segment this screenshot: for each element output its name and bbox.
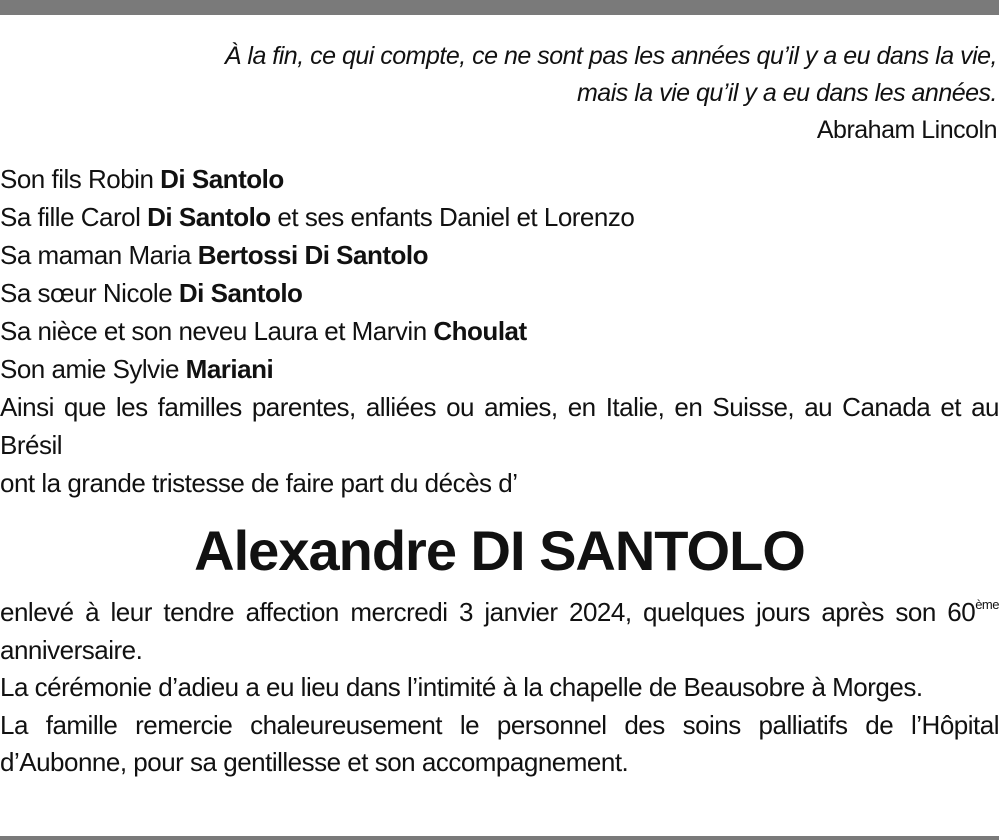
relatives-line: Ainsi que les familles parentes, alliées ou amies, en Italie, en Suisse, au Canada et au Brésil	[0, 392, 999, 460]
family-surname: Mariani	[185, 354, 274, 384]
quote-line-2: mais la vie qu’il y a eu dans les années.	[576, 79, 997, 107]
family-member: Sa sœur Nicole Di Santolo	[0, 278, 303, 308]
top-divider	[0, 0, 999, 15]
family-member: Sa maman Maria Bertossi Di Santolo	[0, 240, 429, 270]
details-section	[0, 594, 999, 782]
family-surname: Di Santolo	[178, 278, 303, 308]
family-member: Sa fille Carol Di Santolo et ses enfants Daniel et Lorenzo	[0, 202, 635, 232]
family-member: Sa nièce et son neveu Laura et Marvin Choulat	[0, 316, 527, 346]
family-surname: Di Santolo	[160, 164, 284, 194]
family-surname: Di Santolo	[147, 202, 271, 232]
passing-paragraph: enlevé à leur tendre affection mercredi 3 janvier 2024, quelques jours après son 60ème anniversaire.	[0, 597, 999, 665]
family-surname: Bertossi Di Santolo	[197, 240, 429, 270]
ceremony-paragraph: La cérémonie d’adieu a eu lieu dans l’intimité à la chapelle de Beausobre à Morges.	[0, 672, 923, 702]
epigraph-quote	[7, 38, 997, 149]
thanks-paragraph: La famille remercie chaleureusement le personnel des soins palliatifs de l’Hôpital d’Aubonne, pour sa gentillesse et son accompagnement.	[0, 709, 999, 777]
bottom-divider	[0, 836, 999, 840]
family-member: Son fils Robin Di Santolo	[0, 164, 284, 194]
quote-author: Abraham Lincoln	[816, 116, 997, 144]
family-list	[0, 160, 999, 502]
announcement-line: ont la grande tristesse de faire part du décès d’	[0, 468, 518, 498]
ordinal-suffix: ème	[975, 597, 999, 612]
deceased-name: Alexandre DI SANTOLO	[194, 519, 805, 582]
quote-line-1: À la fin, ce qui compte, ce ne sont pas les années qu’il y a eu dans la vie,	[224, 42, 997, 70]
family-surname: Choulat	[433, 316, 527, 346]
family-member: Son amie Sylvie Mariani	[0, 354, 274, 384]
